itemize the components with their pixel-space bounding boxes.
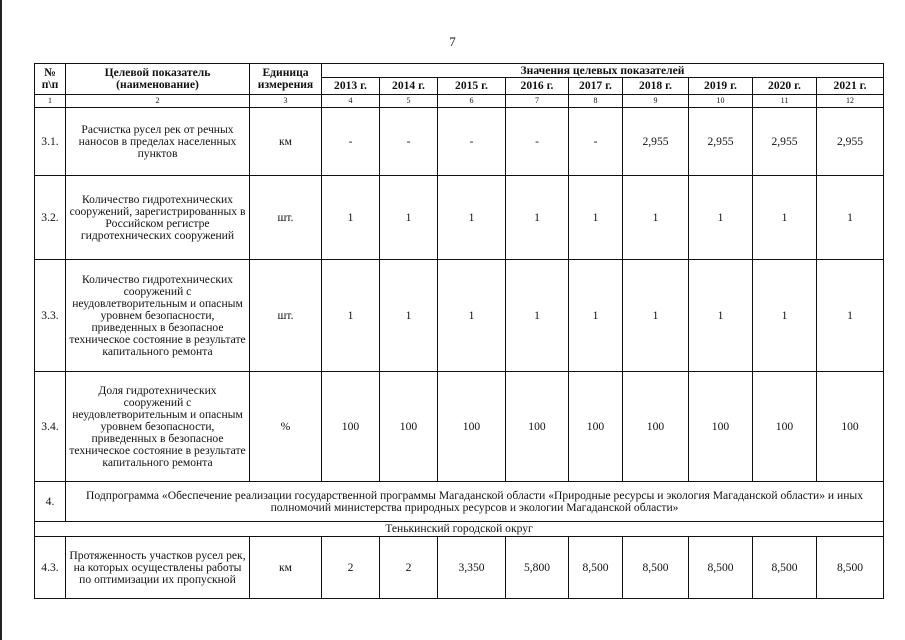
value-cell: 100 [438,372,506,482]
header-no: № п\п [35,64,66,95]
table-row [35,260,884,372]
value-cell: 8,500 [623,537,689,599]
value-cell: 8,500 [689,537,753,599]
column-index: 1 [35,95,66,108]
header-year: 2020 г. [753,78,817,95]
value-cell: 1 [569,260,623,372]
row-number: 3.2. [35,176,66,260]
column-index: 7 [506,95,569,108]
value-cell: - [322,108,380,176]
district-row [35,522,884,537]
indicator-name: Доля гидротехнических сооружений с неудовлетворительным и опасным уровнем безопасности, приведенных в безопасное техническое состояние в результате капитального ремонта [66,372,250,482]
column-index: 12 [817,95,884,108]
value-cell: 1 [817,260,884,372]
column-index-row [35,95,884,108]
value-cell: 2,955 [753,108,817,176]
column-index: 8 [569,95,623,108]
unit-cell: шт. [250,260,322,372]
table-row [35,108,884,176]
value-cell: 1 [322,176,380,260]
indicator-name: Протяженность участков русел рек, на которых осуществлены работы по оптимизации их пропускной [66,537,250,599]
header-values: Значения целевых показателей [322,64,884,78]
row-number: 3.3. [35,260,66,372]
header-year: 2018 г. [623,78,689,95]
row-number: 3.4. [35,372,66,482]
value-cell: 2,955 [817,108,884,176]
column-index: 4 [322,95,380,108]
column-index: 10 [689,95,753,108]
value-cell: 100 [569,372,623,482]
value-cell: 2 [380,537,438,599]
indicator-name: Количество гидротехнических сооружений с неудовлетворительным и опасным уровнем безопасности, приведенных в безопасное техническое состояние в результате капитального ремонта [66,260,250,372]
header-unit: Единица измерения [250,64,322,95]
subprogram-title: Подпрограмма «Обеспечение реализации государственной программы Магаданской области «Природные ресурсы и экология Магаданской области» и иных полномочий министерства природных ресурсов и экологии Магаданской области» [66,482,884,522]
district-title: Тенькинский городской округ [35,522,884,537]
header-year: 2013 г. [322,78,380,95]
unit-cell: % [250,372,322,482]
value-cell: 100 [380,372,438,482]
value-cell: 1 [817,176,884,260]
table-row [35,176,884,260]
value-cell: 1 [569,176,623,260]
value-cell: 8,500 [569,537,623,599]
value-cell: 1 [438,176,506,260]
row-number: 3.1. [35,108,66,176]
value-cell: 5,800 [506,537,569,599]
table-row [35,372,884,482]
column-index: 6 [438,95,506,108]
value-cell: 100 [322,372,380,482]
indicator-name: Количество гидротехнических сооружений, зарегистрированных в Российском регистре гидротехнических сооружений [66,176,250,260]
value-cell: 100 [689,372,753,482]
value-cell: 1 [689,176,753,260]
column-index: 3 [250,95,322,108]
page-number: 7 [449,34,456,49]
row-number: 4.3. [35,537,66,599]
value-cell: - [380,108,438,176]
value-cell: 1 [623,260,689,372]
unit-cell: км [250,537,322,599]
column-index: 5 [380,95,438,108]
value-cell: 1 [438,260,506,372]
table-row [35,537,884,599]
value-cell: - [506,108,569,176]
value-cell: 3,350 [438,537,506,599]
value-cell: 8,500 [753,537,817,599]
value-cell: 1 [506,260,569,372]
indicator-name: Расчистка русел рек от речных наносов в пределах населенных пунктов [66,108,250,176]
value-cell: 1 [380,260,438,372]
value-cell: 8,500 [817,537,884,599]
value-cell: 100 [506,372,569,482]
value-cell: 1 [380,176,438,260]
header-year: 2021 г. [817,78,884,95]
header-year: 2014 г. [380,78,438,95]
row-number: 4. [35,482,66,522]
column-index: 11 [753,95,817,108]
subprogram-row [35,482,884,522]
header-year: 2016 г. [506,78,569,95]
value-cell: 100 [817,372,884,482]
left-page-edge [0,0,2,640]
column-index: 2 [66,95,250,108]
value-cell: 1 [506,176,569,260]
value-cell: - [569,108,623,176]
value-cell: 1 [753,260,817,372]
header-year: 2019 г. [689,78,753,95]
value-cell: 1 [623,176,689,260]
value-cell: 1 [753,176,817,260]
header-year: 2017 г. [569,78,623,95]
value-cell: - [438,108,506,176]
value-cell: 2,955 [623,108,689,176]
value-cell: 2 [322,537,380,599]
header-year: 2015 г. [438,78,506,95]
value-cell: 2,955 [689,108,753,176]
value-cell: 1 [322,260,380,372]
column-index: 9 [623,95,689,108]
value-cell: 100 [753,372,817,482]
value-cell: 100 [623,372,689,482]
value-cell: 1 [689,260,753,372]
unit-cell: км [250,108,322,176]
target-indicators-table [34,63,884,599]
header-name: Целевой показатель (наименование) [66,64,250,95]
unit-cell: шт. [250,176,322,260]
